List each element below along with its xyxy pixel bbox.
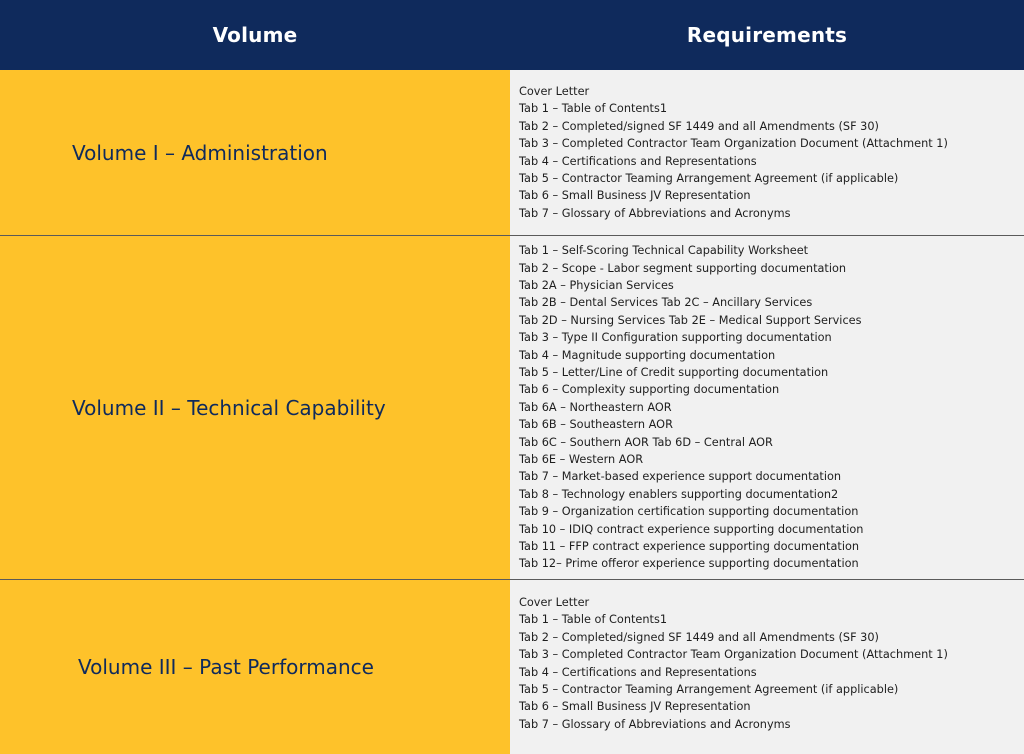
table-row bbox=[0, 236, 1024, 579]
requirement-item: Tab 3 – Completed Contractor Team Organization Document (Attachment 1) bbox=[519, 648, 948, 662]
requirement-item: Tab 2 – Completed/signed SF 1449 and all Amendments (SF 30) bbox=[519, 119, 879, 133]
requirement-item: Tab 4 – Magnitude supporting documentation bbox=[519, 348, 776, 362]
requirement-item: Tab 7 – Glossary of Abbreviations and Acronyms bbox=[519, 206, 791, 220]
requirement-item: Tab 12– Prime offeror experience supporting documentation bbox=[519, 557, 859, 571]
requirement-item: Tab 2 – Completed/signed SF 1449 and all Amendments (SF 30) bbox=[519, 630, 879, 644]
volume-title: Volume II – Technical Capability bbox=[72, 395, 386, 420]
requirement-item: Tab 1 – Self-Scoring Technical Capability Worksheet bbox=[519, 244, 809, 258]
table-header bbox=[0, 0, 1024, 70]
table-row bbox=[0, 70, 1024, 235]
requirement-item: Tab 4 – Certifications and Representations bbox=[519, 665, 757, 679]
requirement-item: Tab 10 – IDIQ contract experience supporting documentation bbox=[519, 522, 864, 536]
requirement-item: Tab 4 – Certifications and Representations bbox=[519, 154, 757, 168]
requirement-item: Tab 3 – Type II Configuration supporting documentation bbox=[519, 331, 832, 345]
requirement-item: Tab 1 – Table of Contents1 bbox=[519, 102, 668, 116]
volume-cell bbox=[0, 70, 510, 235]
requirement-item: Tab 9 – Organization certification supporting documentation bbox=[519, 505, 859, 519]
volume-title: Volume III – Past Performance bbox=[78, 655, 374, 679]
volume-cell bbox=[0, 580, 510, 754]
requirement-item: Tab 11 – FFP contract experience supporting documentation bbox=[519, 540, 860, 554]
requirement-item: Tab 3 – Completed Contractor Team Organization Document (Attachment 1) bbox=[519, 137, 948, 151]
requirement-item: Tab 7 – Market-based experience support documentation bbox=[519, 470, 842, 484]
header-requirements: Requirements bbox=[686, 23, 848, 47]
requirement-item: Tab 2A – Physician Services bbox=[519, 278, 674, 292]
requirement-item: Tab 7 – Glossary of Abbreviations and Acronyms bbox=[519, 717, 791, 731]
volume-title: Volume I – Administration bbox=[72, 140, 328, 165]
requirements-cell bbox=[510, 580, 1024, 754]
requirement-item: Tab 2 – Scope - Labor segment supporting documentation bbox=[519, 261, 847, 275]
table-row bbox=[0, 580, 1024, 754]
requirement-item: Tab 6A – Northeastern AOR bbox=[519, 400, 672, 414]
requirement-item: Tab 6C – Southern AOR Tab 6D – Central AOR bbox=[519, 435, 773, 449]
requirement-item: Tab 5 – Letter/Line of Credit supporting documentation bbox=[519, 365, 829, 379]
requirement-item: Tab 6 – Small Business JV Representation bbox=[519, 189, 751, 203]
requirements-cell bbox=[510, 236, 1024, 579]
requirement-item: Tab 5 – Contractor Teaming Arrangement Agreement (if applicable) bbox=[519, 171, 899, 185]
requirement-item: Tab 6B – Southeastern AOR bbox=[519, 418, 673, 432]
header-volume: Volume bbox=[212, 23, 298, 47]
volume-cell bbox=[0, 236, 510, 579]
requirement-item: Tab 6 – Small Business JV Representation bbox=[519, 700, 751, 714]
requirement-item: Tab 1 – Table of Contents1 bbox=[519, 613, 668, 627]
requirement-item: Tab 2D – Nursing Services Tab 2E – Medical Support Services bbox=[519, 313, 862, 327]
requirement-item: Tab 2B – Dental Services Tab 2C – Ancillary Services bbox=[519, 296, 813, 310]
requirement-item: Tab 6 – Complexity supporting documentation bbox=[519, 383, 780, 397]
requirement-item: Tab 6E – Western AOR bbox=[519, 453, 644, 467]
requirement-item: Tab 5 – Contractor Teaming Arrangement Agreement (if applicable) bbox=[519, 683, 899, 697]
requirement-item: Cover Letter bbox=[519, 84, 590, 98]
requirement-item: Cover Letter bbox=[519, 596, 590, 609]
requirement-item: Tab 8 – Technology enablers supporting documentation2 bbox=[519, 487, 839, 501]
requirements-cell bbox=[510, 70, 1024, 235]
